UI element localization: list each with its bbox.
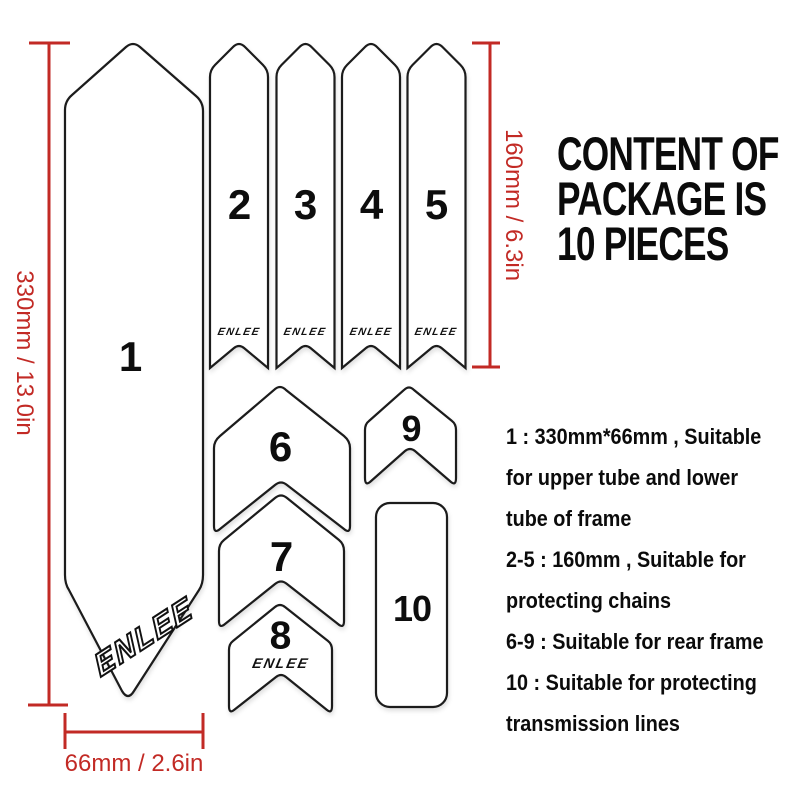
enlee-logo-piece3: ENLEE	[282, 326, 328, 338]
dim-label-66mm: 66mm / 2.6in	[64, 750, 204, 777]
piece-9-number: 9	[401, 408, 421, 449]
piece-7-number: 7	[269, 533, 293, 580]
desc-line-1: 1 : 330mm*66mm , Suitable	[506, 424, 762, 449]
title-line-1: CONTENT OF	[557, 127, 779, 180]
piece-descriptions	[506, 416, 763, 744]
dim-label-330mm: 330mm / 13.0in	[11, 270, 38, 436]
enlee-logo-piece5: ENLEE	[413, 326, 459, 338]
piece-3-number: 3	[293, 181, 317, 228]
enlee-logo-piece2: ENLEE	[216, 326, 262, 338]
piece-2-number: 2	[227, 181, 251, 228]
title-line-3: 10 PIECES	[557, 217, 729, 270]
desc-line-4: 2-5 : 160mm , Suitable for	[506, 547, 746, 572]
piece-6-number: 6	[268, 423, 292, 470]
piece-8-number: 8	[269, 614, 291, 658]
piece-10-number: 10	[392, 588, 432, 629]
desc-line-3: tube of frame	[506, 506, 632, 531]
title-line-2: PACKAGE IS	[557, 172, 767, 225]
desc-line-7: 10 : Suitable for protecting	[506, 670, 757, 695]
piece-4-number: 4	[359, 181, 383, 228]
desc-line-8: transmission lines	[506, 711, 680, 736]
piece-5-number: 5	[424, 181, 448, 228]
package-content-title	[557, 127, 779, 270]
enlee-logo-piece8: ENLEE	[250, 655, 312, 671]
enlee-logo-piece1: ENLEE	[89, 589, 199, 684]
desc-line-6: 6-9 : Suitable for rear frame	[506, 629, 764, 654]
desc-line-2: for upper tube and lower	[506, 465, 739, 490]
piece-1-number: 1	[118, 333, 142, 380]
enlee-logo-piece4: ENLEE	[348, 326, 394, 338]
desc-line-5: protecting chains	[506, 588, 672, 613]
dim-label-160mm: 160mm / 6.3in	[500, 128, 527, 282]
